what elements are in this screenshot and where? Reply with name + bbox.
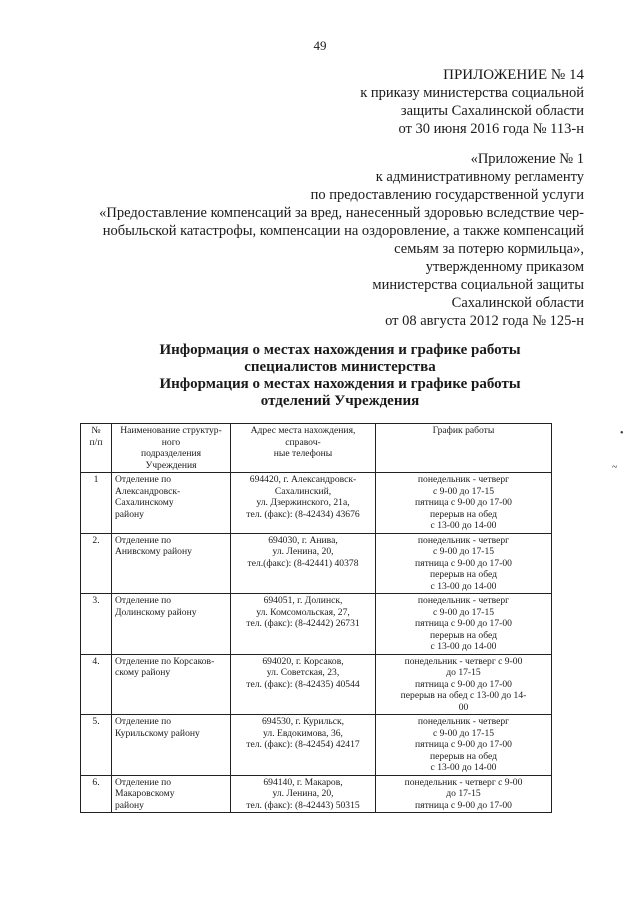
cell-line: до 17-15 <box>446 667 481 678</box>
cell-line: 694030, г. Анива, <box>268 534 338 546</box>
cell-line: с 9-00 до 17-15 <box>432 485 495 497</box>
cell-line: тел. (факс): (8-42434) 43676 <box>246 508 360 520</box>
cell-schedule <box>376 533 552 594</box>
cell-line: понедельник - четверг <box>417 474 510 485</box>
cell-line: Макаровскому <box>115 788 175 799</box>
header-line: График работы <box>432 425 495 436</box>
header-line: п/п <box>89 436 103 448</box>
cell-address <box>231 715 376 776</box>
cell-line: с 9-00 до 17-15 <box>432 546 495 557</box>
cell-line: ул. Ленина, 20, <box>272 788 334 799</box>
cell-line: ул. Евдокимова, 36, <box>263 727 343 739</box>
cell-line: Отделение по <box>115 474 172 485</box>
cell-address <box>231 473 376 534</box>
regulation-line: «Приложение № 1 <box>470 151 584 167</box>
regulation-line: к административному регламенту <box>375 169 584 185</box>
cell-line: Александровск- <box>115 485 181 497</box>
cell-number: 6. <box>81 775 112 813</box>
cell-line: пятница с 9-00 до 17-00 <box>415 618 512 629</box>
regulation-reference <box>99 150 584 330</box>
cell-line: пятница с 9-00 до 17-00 <box>415 497 512 508</box>
header-schedule <box>376 424 552 473</box>
header-line: подразделения <box>140 448 202 459</box>
cell-unit-name <box>112 654 231 715</box>
cell-line: тел.(факс): (8-42441) 40378 <box>247 557 359 569</box>
cell-line: ул. Дзержинского, 21а, <box>256 497 350 508</box>
cell-line: перерыв на обед с 13-00 до 14- <box>400 690 527 701</box>
header-line: Наименование структур- <box>120 425 222 436</box>
scan-mark: • <box>620 428 624 439</box>
cell-schedule <box>376 715 552 776</box>
cell-line: пятница с 9-00 до 17-00 <box>415 678 512 690</box>
cell-line: району <box>115 799 144 811</box>
cell-unit-name <box>112 533 231 594</box>
appendix-line: от 30 июня 2016 года № 113-н <box>398 121 584 137</box>
cell-line: тел. (факс): (8-42454) 42417 <box>246 739 360 750</box>
cell-number: 4. <box>81 654 112 715</box>
regulation-line: по предоставлению государственной услуги <box>310 187 584 203</box>
heading-line: Информация о местах нахождения и графике работы <box>159 376 521 392</box>
table-row <box>81 594 552 655</box>
cell-line: ул. Ленина, 20, <box>272 546 334 557</box>
cell-address <box>231 594 376 655</box>
regulation-line: «Предоставление компенсаций за вред, нанесенный здоровью вследствие чер- <box>99 205 584 221</box>
cell-line: 00 <box>458 701 469 713</box>
appendix-line: защиты Сахалинской области <box>400 103 584 119</box>
header-line: ные телефоны <box>273 448 333 459</box>
cell-line: Отделение по <box>115 534 172 546</box>
cell-schedule <box>376 473 552 534</box>
appendix-header <box>360 66 584 138</box>
cell-line: с 13-00 до 14-00 <box>430 762 497 773</box>
table-header-row <box>81 424 552 473</box>
cell-line: 694140, г. Макаров, <box>263 776 343 788</box>
cell-line: Отделение по Корсаков- <box>115 655 215 667</box>
header-line: Учреждения <box>145 459 197 471</box>
table-row <box>81 473 552 534</box>
cell-line: ул. Советская, 23, <box>266 667 340 678</box>
cell-line: тел. (факс): (8-42435) 40544 <box>246 678 360 690</box>
cell-schedule <box>376 654 552 715</box>
cell-line: с 13-00 до 14-00 <box>430 641 497 652</box>
heading-line: отделений Учреждения <box>260 393 420 409</box>
table-row <box>81 654 552 715</box>
cell-unit-name <box>112 473 231 534</box>
regulation-line: нобыльской катастрофы, компенсации на оздоровление, а также компенсаций <box>102 223 584 239</box>
cell-line: понедельник - четверг с 9-00 <box>404 655 523 667</box>
regulation-line: утвержденному приказом <box>425 259 584 275</box>
cell-line: понедельник - четверг <box>417 534 510 546</box>
cell-line: скому району <box>115 667 171 678</box>
header-line: Адрес места нахождения, справоч- <box>250 425 356 448</box>
cell-line: 694420, г. Александровск- <box>249 474 357 485</box>
cell-unit-name <box>112 594 231 655</box>
appendix-line: к приказу министерства социальной <box>360 85 584 101</box>
cell-line: Сахалинский, <box>274 485 332 497</box>
cell-line: с 9-00 до 17-15 <box>432 606 495 618</box>
cell-line: Курильскому району <box>115 727 200 739</box>
cell-address <box>231 654 376 715</box>
cell-line: Долинскому району <box>115 606 197 618</box>
cell-number: 1 <box>81 473 112 534</box>
cell-line: перерыв на обед <box>430 750 497 762</box>
cell-line: ул. Комсомольская, 27, <box>256 606 350 618</box>
header-line: № <box>91 425 101 436</box>
page-number: 49 <box>313 38 327 53</box>
cell-address <box>231 533 376 594</box>
cell-line: пятница с 9-00 до 17-00 <box>415 739 512 750</box>
cell-unit-name <box>112 775 231 813</box>
cell-line: понедельник - четверг <box>417 716 510 727</box>
cell-schedule <box>376 594 552 655</box>
cell-line: с 13-00 до 14-00 <box>430 580 497 592</box>
cell-line: Сахалинскому <box>115 497 174 508</box>
regulation-line: семьям за потерю кормильца», <box>394 241 584 257</box>
table-body <box>81 473 552 813</box>
header-number <box>81 424 112 473</box>
cell-line: пятница с 9-00 до 17-00 <box>415 557 512 569</box>
cell-line: Анивскому району <box>115 546 192 557</box>
cell-address <box>231 775 376 813</box>
cell-line: тел. (факс): (8-42443) 50315 <box>246 799 360 811</box>
cell-line: району <box>115 508 144 520</box>
table-row <box>81 715 552 776</box>
offices-table <box>80 423 552 813</box>
cell-line: Отделение по <box>115 595 172 606</box>
cell-line: понедельник - четверг с 9-00 <box>404 776 523 788</box>
table-row <box>81 533 552 594</box>
regulation-line: от 08 августа 2012 года № 125-н <box>385 313 584 329</box>
regulation-line: министерства социальной защиты <box>372 277 584 293</box>
document-headings <box>120 342 560 410</box>
header-address <box>231 424 376 473</box>
cell-line: перерыв на обед <box>430 629 497 641</box>
cell-line: с 9-00 до 17-15 <box>432 727 495 739</box>
table-row <box>81 775 552 813</box>
cell-line: 694051, г. Долинск, <box>263 595 343 606</box>
cell-line: перерыв на обед <box>430 569 497 580</box>
appendix-line: ПРИЛОЖЕНИЕ № 14 <box>443 67 584 83</box>
cell-unit-name <box>112 715 231 776</box>
cell-number: 2. <box>81 533 112 594</box>
cell-line: до 17-15 <box>446 788 481 799</box>
header-unit-name <box>112 424 231 473</box>
scan-mark: ~ <box>612 462 618 473</box>
cell-line: пятница с 9-00 до 17-00 <box>415 799 512 811</box>
regulation-line: Сахалинской области <box>451 295 584 311</box>
cell-line: 694530, г. Курильск, <box>261 716 345 727</box>
heading-line: специалистов министерства <box>244 359 436 375</box>
cell-line: с 13-00 до 14-00 <box>430 520 497 531</box>
header-line: ного <box>161 436 181 448</box>
cell-line: тел. (факс): (8-42442) 26731 <box>246 618 360 629</box>
heading-line: Информация о местах нахождения и графике работы <box>159 342 521 358</box>
cell-line: понедельник - четверг <box>417 595 510 606</box>
cell-schedule <box>376 775 552 813</box>
cell-line: Отделение по <box>115 776 172 788</box>
cell-number: 5. <box>81 715 112 776</box>
cell-line: перерыв на обед <box>430 508 497 520</box>
cell-line: 694020, г. Корсаков, <box>262 655 344 667</box>
cell-number: 3. <box>81 594 112 655</box>
cell-line: Отделение по <box>115 716 172 727</box>
